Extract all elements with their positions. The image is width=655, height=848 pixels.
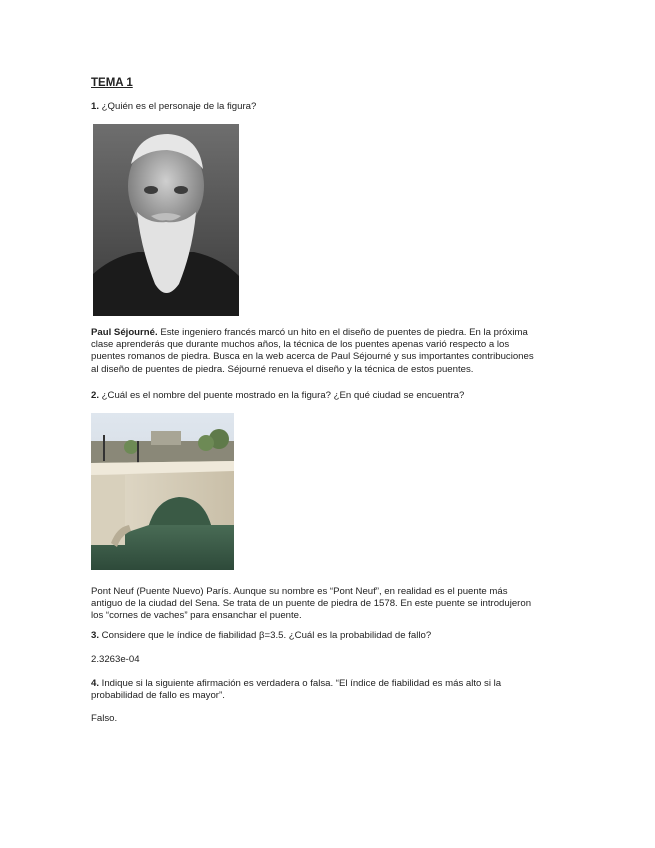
answer-1-line-2: clase aprenderás que durante muchos años, la técnica de los puentes apenas varió respecto a los xyxy=(91,339,510,351)
bridge-photo xyxy=(91,413,234,570)
question-1 xyxy=(91,101,256,113)
question-3 xyxy=(91,630,431,642)
answer-4: Falso. xyxy=(91,713,118,724)
answer-2-line-1: Pont Neuf (Puente Nuevo) París. Aunque su nombre es “Pont Neuf”, en realidad es el puente más xyxy=(91,586,508,597)
question-2-text: ¿Cuál es el nombre del puente mostrado en la figura? ¿En qué ciudad se encuentra? xyxy=(99,390,465,401)
page-title: TEMA 1 xyxy=(91,77,133,89)
answer-2 xyxy=(91,586,571,623)
answer-1-line-4: al diseño de puentes de piedra. Séjourné renueva el diseño y la técnica de estos puentes. xyxy=(91,363,474,375)
answer-2-line-3: los “cornes de vaches” para ensanchar el puente. xyxy=(91,610,302,622)
answer-1-name: Paul Séjourné. xyxy=(91,327,158,338)
question-4-line-2: probabilidad de fallo es mayor”. xyxy=(91,690,225,702)
question-1-number: 1. xyxy=(91,101,100,112)
question-3-text: Considere que le índice de fiabilidad β=3.5. ¿Cuál es la probabilidad de fallo? xyxy=(99,630,432,641)
question-4 xyxy=(91,678,571,702)
answer-3: 2.3263e-04 xyxy=(91,654,140,665)
answer-1-line-1: Este ingeniero francés marcó un hito en el diseño de puentes de piedra. En la próxima xyxy=(157,327,528,338)
answer-1 xyxy=(91,327,571,376)
question-2-number: 2. xyxy=(91,390,100,401)
question-1-text: ¿Quién es el personaje de la figura? xyxy=(99,101,257,112)
question-4-number: 4. xyxy=(91,678,100,689)
question-3-number: 3. xyxy=(91,630,100,641)
question-4-line-1: Indique si la siguiente afirmación es verdadera o falsa. “El índice de fiabilidad es más alto si la xyxy=(99,678,502,689)
portrait-photo xyxy=(93,124,239,316)
question-2 xyxy=(91,390,464,402)
answer-1-line-3: puentes romanos de piedra. Busca en la web acerca de Paul Séjourné y sus importantes contribuciones xyxy=(91,351,534,363)
answer-2-line-2: antiguo de la ciudad del Sena. Se trata de un puente de piedra de 1578. En este puente se introdujeron xyxy=(91,598,532,610)
